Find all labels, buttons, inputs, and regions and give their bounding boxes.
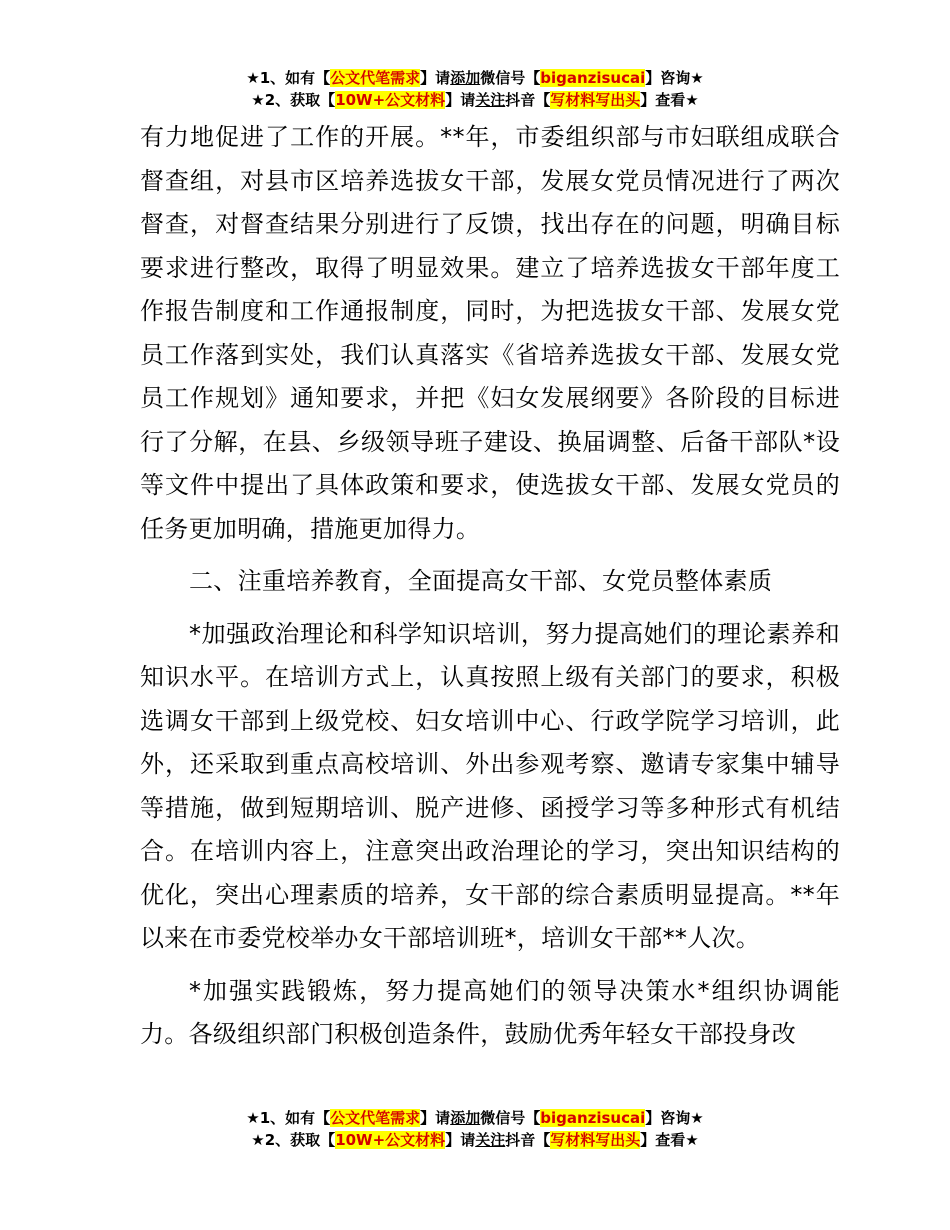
banner-text: 微信号【: [480, 69, 541, 87]
banner-text: ★1、如有【: [246, 69, 331, 87]
paragraph: *加强政治理论和科学知识培训，努力提高她们的理论素养和知识水平。在培训方式上，认真按照上级有关部门的要求，积极选调女干部到上级党校、妇女培训中心、行政学院学习培训，此外，还采取到重点高校培训、外出参观考察、邀请专家集中辅导等措施，做到短期培训、脱产进修、函授学习等多种形式有机结合。在培训内容上，注意突出政治理论的学习，突出知识结构的优化，突出心理素质的培养，女干部的综合素质明显提高。**年以来在市委党校举办女干部培训班*，培训女干部**人次。: [140, 619, 840, 952]
banner-text: 抖音【: [505, 1131, 551, 1149]
banner-text: 】查看★: [640, 1131, 699, 1149]
banner-emphasis: 添加: [450, 69, 481, 87]
banner-text: 】请: [445, 1131, 476, 1149]
section-heading: 二、注重培养教育，全面提高女干部、女党员整体素质: [189, 567, 773, 595]
banner-highlight: 10W+公文材料: [335, 91, 446, 109]
banner-text: 】请: [420, 69, 451, 87]
banner-text: 】请: [420, 1109, 451, 1127]
banner-line-2: [0, 89, 950, 111]
banner-emphasis: 添加: [450, 1109, 481, 1127]
banner-text: ★2、获取【: [251, 1131, 336, 1149]
banner-highlight: 公文代笔需求: [330, 69, 421, 87]
banner-line-1: [0, 1107, 950, 1129]
banner-text: ★2、获取【: [251, 91, 336, 109]
banner-text: 】查看★: [640, 91, 699, 109]
header-banner: [0, 67, 950, 111]
banner-text: 】咨询★: [645, 69, 704, 87]
banner-highlight: biganzisucai: [540, 1109, 646, 1127]
banner-highlight: 写材料写出头: [550, 91, 641, 109]
banner-highlight: biganzisucai: [540, 69, 646, 87]
footer-banner: [0, 1107, 950, 1151]
banner-highlight: 写材料写出头: [550, 1131, 641, 1149]
banner-emphasis: 关注: [475, 1131, 506, 1149]
banner-text: 】咨询★: [645, 1109, 704, 1127]
banner-text: 抖音【: [505, 91, 551, 109]
paragraph-continuation: 有力地促进了工作的开展。**年，市委组织部与市妇联组成联合督查组，对县市区培养选拔女干部，发展女党员情况进行了两次督查，对督查结果分别进行了反馈，找出存在的问题，明确目标要求进行整改，取得了明显效果。建立了培养选拔女干部年度工作报告制度和工作通报制度，同时，为把选拔女干部、发展女党员工作落到实处，我们认真落实《省培养选拔女干部、发展女党员工作规划》通知要求，并把《妇女发展纲要》各阶段的目标进行了分解，在县、乡级领导班子建设、换届调整、后备干部队*设等文件中提出了具体政策和要求，使选拔女干部、发展女党员的任务更加明确，措施更加得力。: [140, 123, 840, 543]
banner-line-1: [0, 67, 950, 89]
banner-text: 微信号【: [480, 1109, 541, 1127]
banner-highlight: 公文代笔需求: [330, 1109, 421, 1127]
banner-emphasis: 关注: [475, 91, 506, 109]
document-body: [140, 116, 840, 1057]
banner-text: 】请: [445, 91, 476, 109]
banner-line-2: [0, 1129, 950, 1151]
banner-highlight: 10W+公文材料: [335, 1131, 446, 1149]
banner-text: ★1、如有【: [246, 1109, 331, 1127]
paragraph: *加强实践锻炼，努力提高她们的领导决策水*组织协调能力。各级组织部门积极创造条件，鼓励优秀年轻女干部投身改: [140, 976, 840, 1048]
